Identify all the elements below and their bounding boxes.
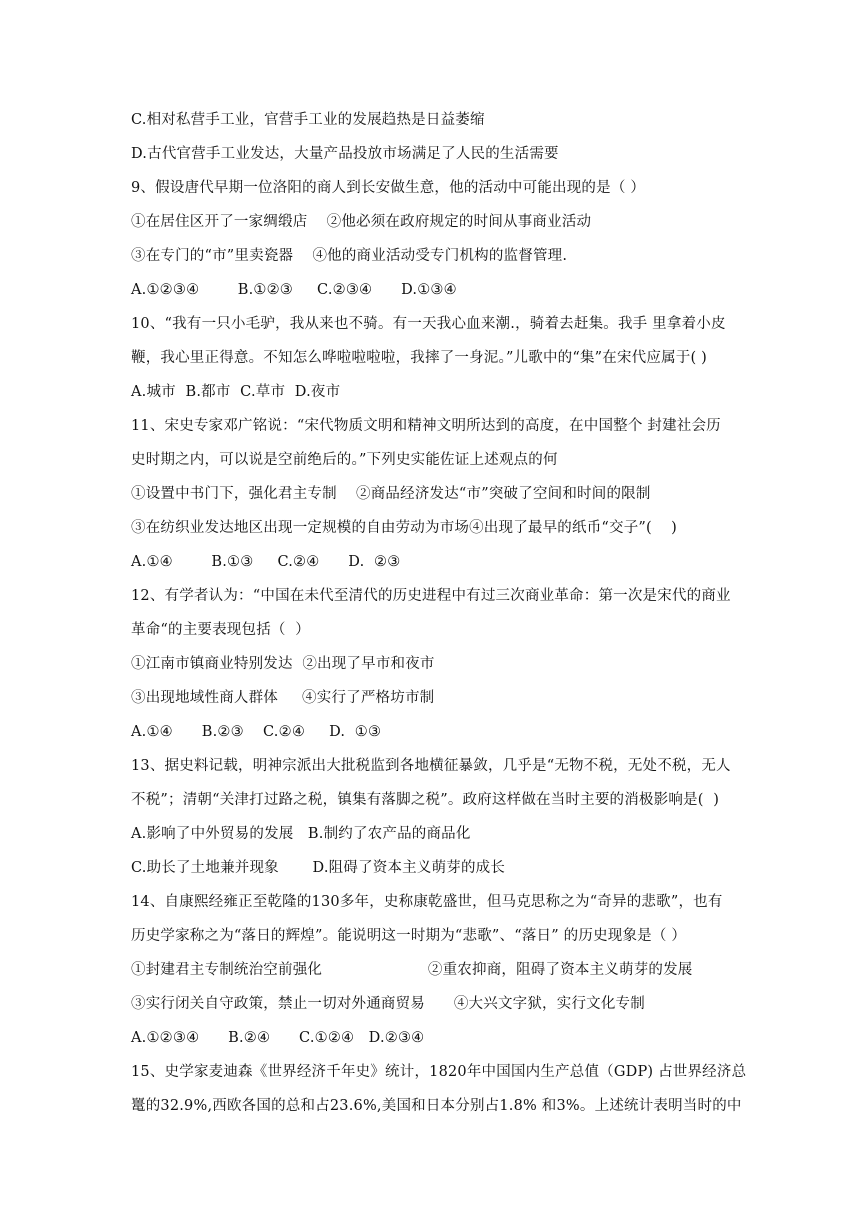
question-9-items-3-4: ③在专门的“市”里卖瓷器 ④他的商业活动受专门机构的监督管理. xyxy=(131,248,568,264)
question-14-items-1-2: ①封建君主专制统治空前强化 ②重农抑商，阻碍了资本主义萌芽的发展 xyxy=(131,962,693,978)
question-9-options: A.①②③④ B.①②③ C.②③④ D.①③④ xyxy=(131,282,457,298)
question-12-items-3-4: ③出现地域性商人群体 ④实行了严格坊市制 xyxy=(131,690,435,706)
question-14-stem-line-2: 历史学家称之为“落日的辉煌”。能说明这一时期为“悲歌”、“落日” 的历史现象是（ ） xyxy=(131,928,687,944)
question-12-stem-line-1: 12、有学者认为：“中国在未代至清代的历史进程中有过三次商业革命：第一次是宋代的商业 xyxy=(131,588,731,604)
question-11-items-3-4: ③在纺织业发达地区出现一定规模的自由劳动为市场④出现了最早的纸币“交子”( ) xyxy=(131,520,677,536)
question-9-stem: 9、假设唐代早期一位洛阳的商人到长安做生意，他的活动中可能出现的是（ ） xyxy=(131,180,646,196)
question-12-items-1-2: ①江南市镇商业特别发达 ②出现了早市和夜市 xyxy=(131,656,435,672)
question-9-items-1-2: ①在居住区开了一家绸缎店 ②他必须在政府规定的时间从事商业活动 xyxy=(131,214,592,230)
question-11-items-1-2: ①设置中书门下，强化君主专制 ②商品经济发达“市”突破了空间和时间的限制 xyxy=(131,486,651,502)
question-14-options: A.①②③④ B.②④ C.①②④ D.②③④ xyxy=(131,1030,425,1046)
question-11-stem-line-1: 11、宋史专家邓广铭说：“宋代物质文明和精神文明所达到的高度，在中国整个 封建社会历 xyxy=(131,418,721,434)
option-8c: C.相对私营手工业，官营手工业的发展趋热是日益萎缩 xyxy=(131,112,485,128)
question-10-stem-line-2: 鞭，我心里正得意。不知怎么哗啦啦啦啦，我摔了一身泥。”儿歌中的“集”在宋代应属于( ) xyxy=(131,350,708,366)
question-14-items-3-4: ③实行闭关自守政策，禁止一切对外通商贸易 ④大兴文字狱，实行文化专制 xyxy=(131,996,645,1012)
question-12-options: A.①④ B.②③ C.②④ D. ①③ xyxy=(131,724,382,740)
question-13-stem-line-1: 13、据史料记载，明神宗派出大批税监到各地横征暴敛，几乎是“无物不税，无处不税，无人 xyxy=(131,758,731,774)
question-14-stem-line-1: 14、自康熙经雍正至乾隆的130多年，史称康乾盛世，但马克思称之为“奇异的悲歌”，也有 xyxy=(131,894,723,910)
question-13-options-c-d: C.助长了土地兼并现象 D.阻碍了资本主义萌芽的成长 xyxy=(131,860,506,876)
question-12-stem-line-2: 革命“的主要表现包括（ ） xyxy=(131,622,310,638)
option-8d: D.古代官营手工业发达，大量产品投放市场满足了人民的生活需要 xyxy=(131,146,559,162)
question-13-options-a-b: A.影响了中外贸易的发展 B.制约了农产品的商品化 xyxy=(131,826,471,842)
question-13-stem-line-2: 不税”；清朝“关津打过路之税，镇集有落脚之税”。政府这样做在当时主要的消极影响是( ) xyxy=(131,792,720,808)
question-15-stem-line-1: 15、史学家麦迪森《世界经济千年史》统计，1820年中国国内生产总值（GDP) 占世界经济总 xyxy=(131,1064,747,1080)
question-11-stem-line-2: 史时期之内，可以说是空前绝后的。”下列史实能佐证上述观点的何 xyxy=(131,452,558,468)
question-11-options: A.①④ B.①③ C.②④ D. ②③ xyxy=(131,554,401,570)
question-15-stem-line-2: 鼍的32.9%,西欧各国的总和占23.6%,美国和日本分别占1.8% 和3%。上述统计表明当时的中 xyxy=(131,1098,742,1114)
question-10-options: A.城市 B.都市 C.草市 D.夜市 xyxy=(131,384,341,400)
question-10-stem-line-1: 10、“我有一只小毛驴，我从来也不骑。有一天我心血来潮.，骑着去赶集。我手 里拿着小皮 xyxy=(131,316,726,332)
